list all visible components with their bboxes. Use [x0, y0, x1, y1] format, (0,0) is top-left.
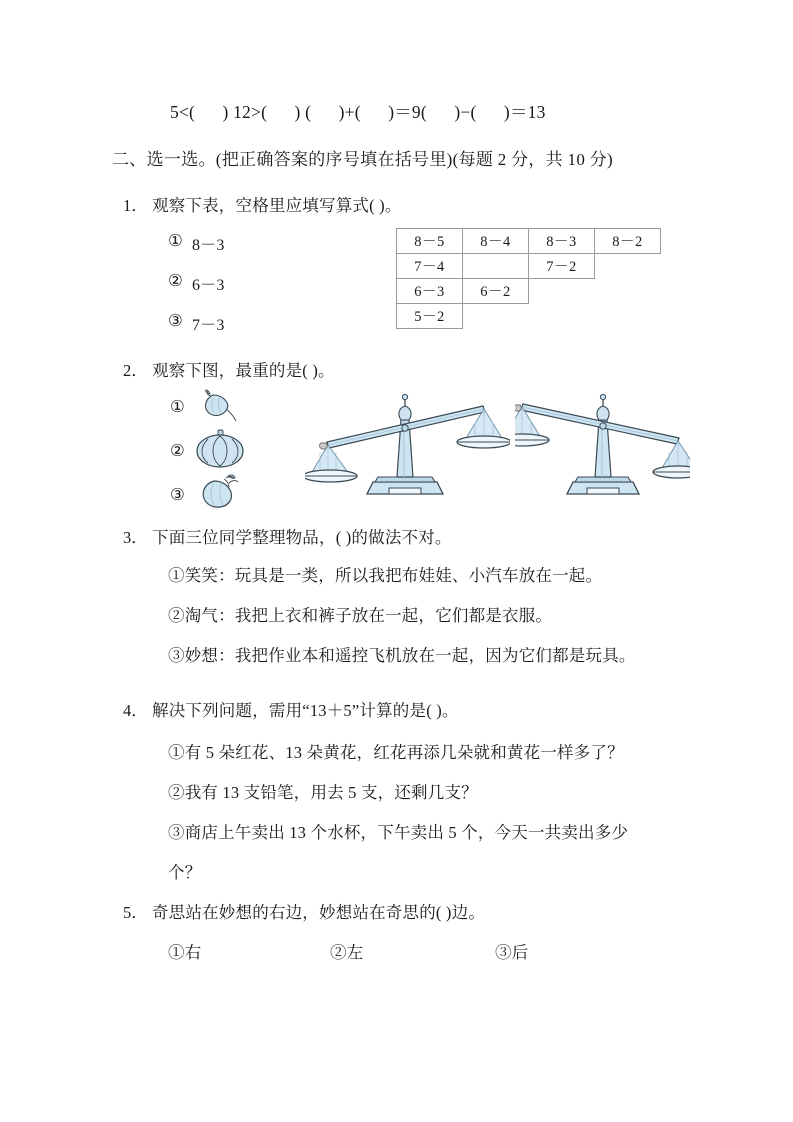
- fill-in-equation-line: 5<( ) 12>( ) ( )+( )＝9( )−( )＝13: [170, 102, 546, 122]
- question-2-stem: 观察下图，最重的是( )。: [152, 361, 335, 380]
- table-cell: 6－3: [396, 278, 463, 304]
- question-1-option-1-marker[interactable]: ①: [168, 231, 183, 250]
- balance-scale-left: [305, 382, 510, 502]
- question-1-number: 1．: [123, 196, 148, 215]
- question-4-option-2[interactable]: [168, 779, 478, 803]
- question-2-option-2-marker[interactable]: ②: [170, 441, 185, 460]
- question-5-option-3-marker: ③: [495, 943, 512, 962]
- onion-icon: [196, 388, 240, 424]
- question-4-option-1[interactable]: [168, 739, 624, 763]
- question-4-number: 4．: [123, 701, 148, 720]
- gourd-icon: [196, 472, 244, 512]
- question-3-option-1-label: 笑笑：玩具是一类，所以我把布娃娃、小汽车放在一起。: [184, 566, 603, 585]
- subtraction-stair-table: [396, 228, 660, 328]
- question-5-stem: 奇思站在妙想的右边，妙想站在奇思的( )边。: [152, 903, 486, 922]
- table-cell-blank[interactable]: [462, 253, 529, 279]
- table-cell: 7－2: [528, 253, 595, 279]
- question-5-number: 5．: [123, 903, 148, 922]
- question-3-option-3[interactable]: [168, 642, 636, 666]
- question-4-option-1-marker: ①: [168, 743, 185, 762]
- balance-scale-right: [515, 382, 690, 502]
- table-cell: 8－5: [396, 228, 463, 254]
- question-4-stem: 解决下列问题，需用“13＋5”计算的是( )。: [152, 701, 459, 720]
- table-row: [396, 228, 660, 253]
- question-3-stem: 下面三位同学整理物品，( )的做法不对。: [152, 528, 452, 547]
- section-heading: 二、选一选。(把正确答案的序号填在括号里)(每题 2 分，共 10 分): [112, 150, 613, 169]
- table-cell: 7－4: [396, 253, 463, 279]
- question-1-option-3-marker[interactable]: ③: [168, 311, 183, 330]
- question-5-option-1[interactable]: [168, 939, 201, 963]
- question-1-option-1-label: 8－3: [192, 237, 225, 254]
- table-cell: 6－2: [462, 278, 529, 304]
- table-row: [396, 253, 660, 278]
- question-1-stem: 观察下表，空格里应填写算式( )。: [152, 196, 402, 215]
- question-3-option-3-marker: ③: [168, 646, 185, 665]
- question-2-number: 2．: [123, 361, 148, 380]
- table-cell: 8－2: [594, 228, 661, 254]
- question-5-option-2-marker: ②: [330, 943, 347, 962]
- question-3-option-2[interactable]: [168, 602, 552, 626]
- question-3-option-1[interactable]: [168, 562, 602, 586]
- question-1-option-2-marker[interactable]: ②: [168, 271, 183, 290]
- question-4-option-3-label: 商店上午卖出 13 个水杯，下午卖出 5 个，今天一共卖出多少: [184, 823, 629, 842]
- question-5-option-3-label: 后: [511, 943, 529, 962]
- question-1-option-2-label: 6－3: [192, 277, 225, 294]
- table-row: [396, 278, 660, 303]
- question-4-option-2-label: 我有 13 支铅笔，用去 5 支，还剩几支？: [184, 783, 478, 802]
- table-cell: 8－4: [462, 228, 529, 254]
- question-3-option-3-label: 妙想：我把作业本和遥控飞机放在一起，因为它们都是玩具。: [184, 646, 636, 665]
- question-3-option-1-marker: ①: [168, 566, 185, 585]
- question-3-number: 3．: [123, 528, 148, 547]
- question-5-option-1-label: 右: [184, 943, 202, 962]
- table-cell: 8－3: [528, 228, 595, 254]
- question-5-option-2[interactable]: [330, 939, 363, 963]
- question-2-option-3-marker[interactable]: ③: [170, 485, 185, 504]
- question-3-option-2-label: 淘气：我把上衣和裤子放在一起，它们都是衣服。: [184, 606, 553, 625]
- question-4-option-2-marker: ②: [168, 783, 185, 802]
- pumpkin-icon: [194, 428, 246, 470]
- question-5-option-3[interactable]: [495, 939, 528, 963]
- table-row: [396, 303, 660, 328]
- question-4-option-1-label: 有 5 朵红花、13 朵黄花，红花再添几朵就和黄花一样多了？: [184, 743, 624, 762]
- question-4-option-3-continuation: 个？: [168, 863, 202, 882]
- table-cell: 5－2: [396, 303, 463, 329]
- question-2-option-1-marker[interactable]: ①: [170, 397, 185, 416]
- question-1-option-3-label: 7－3: [192, 317, 225, 334]
- question-5-option-2-label: 左: [346, 943, 364, 962]
- question-4-option-3-marker: ③: [168, 823, 185, 842]
- question-3-option-2-marker: ②: [168, 606, 185, 625]
- question-4-option-3[interactable]: [168, 819, 628, 843]
- question-5-option-1-marker: ①: [168, 943, 185, 962]
